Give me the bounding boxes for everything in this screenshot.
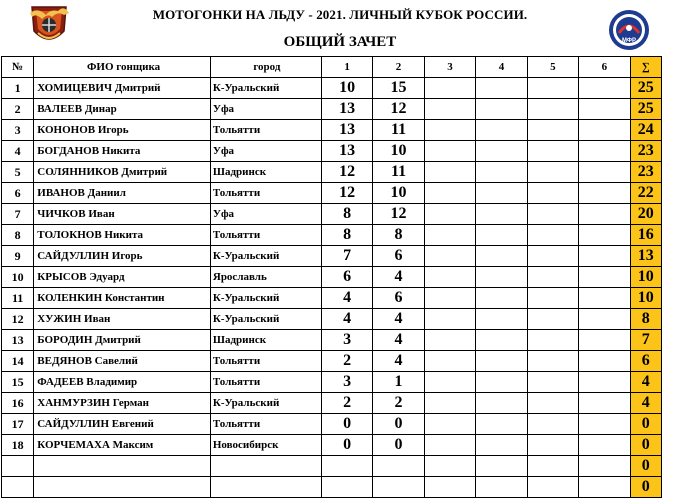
cell-round-1: 7 [321, 246, 372, 267]
cell-round-1: 2 [321, 393, 372, 414]
cell-sum: 10 [630, 267, 661, 288]
cell-round-5 [527, 141, 578, 162]
cell-round-3 [424, 372, 475, 393]
cell-round-5 [527, 99, 578, 120]
cell-round-5 [527, 435, 578, 456]
cell-sum: 0 [630, 456, 661, 477]
cell-city: Тольятти [210, 414, 321, 435]
cell-name: ВЕДЯНОВ Савелий [34, 351, 211, 372]
table-row [2, 351, 662, 372]
cell-name: БОГДАНОВ Никита [34, 141, 211, 162]
cell-round-4 [476, 162, 527, 183]
cell-city: Тольятти [210, 120, 321, 141]
cell-round-3 [424, 456, 475, 477]
cell-num: 4 [2, 141, 34, 162]
cell-name: БОРОДИН Дмитрий [34, 330, 211, 351]
page-header [0, 0, 680, 57]
cell-round-2: 0 [373, 414, 424, 435]
cell-name: ЧИЧКОВ Иван [34, 204, 211, 225]
cell-city: Уфа [210, 204, 321, 225]
cell-round-3 [424, 393, 475, 414]
cell-city [210, 456, 321, 477]
table-row [2, 120, 662, 141]
cell-city: К-Уральский [210, 393, 321, 414]
cell-round-1: 4 [321, 309, 372, 330]
cell-round-5 [527, 330, 578, 351]
cell-city [210, 477, 321, 498]
cell-round-6 [579, 267, 630, 288]
cell-round-6 [579, 225, 630, 246]
cell-round-1: 13 [321, 99, 372, 120]
cell-round-6 [579, 351, 630, 372]
cell-round-6 [579, 78, 630, 99]
table-row [2, 78, 662, 99]
cell-round-2: 15 [373, 78, 424, 99]
cell-num: 2 [2, 99, 34, 120]
cell-sum: 16 [630, 225, 661, 246]
cell-round-3 [424, 141, 475, 162]
cell-round-1: 4 [321, 288, 372, 309]
cell-round-3 [424, 246, 475, 267]
cell-round-3 [424, 267, 475, 288]
cell-round-6 [579, 141, 630, 162]
cell-round-4 [476, 330, 527, 351]
cell-num: 14 [2, 351, 34, 372]
cell-round-4 [476, 120, 527, 141]
cell-round-3 [424, 99, 475, 120]
cell-sum: 0 [630, 477, 661, 498]
cell-round-5 [527, 309, 578, 330]
cell-name: ВАЛЕЕВ Динар [34, 99, 211, 120]
cell-round-2: 11 [373, 162, 424, 183]
table-row [2, 456, 662, 477]
table-row [2, 288, 662, 309]
cell-round-4 [476, 393, 527, 414]
cell-round-4 [476, 78, 527, 99]
cell-round-5 [527, 351, 578, 372]
cell-num: 11 [2, 288, 34, 309]
cell-sum: 22 [630, 183, 661, 204]
cell-round-1: 0 [321, 414, 372, 435]
cell-num: 10 [2, 267, 34, 288]
cell-round-3 [424, 477, 475, 498]
cell-round-2: 12 [373, 204, 424, 225]
cell-round-2: 6 [373, 288, 424, 309]
cell-name: ФАДЕЕВ Владимир [34, 372, 211, 393]
cell-name: КОНОНОВ Игорь [34, 120, 211, 141]
cell-round-5 [527, 204, 578, 225]
cell-round-1: 0 [321, 435, 372, 456]
cell-name [34, 477, 211, 498]
cell-city: К-Уральский [210, 309, 321, 330]
cell-round-1: 8 [321, 225, 372, 246]
cell-round-1: 8 [321, 204, 372, 225]
cell-round-3 [424, 351, 475, 372]
cell-round-5 [527, 456, 578, 477]
cell-city: Уфа [210, 141, 321, 162]
cell-city: Уфа [210, 99, 321, 120]
cell-round-6 [579, 456, 630, 477]
cell-name: ХАНМУРЗИН Герман [34, 393, 211, 414]
cell-sum: 25 [630, 78, 661, 99]
cell-round-6 [579, 162, 630, 183]
federation-emblem-text: МФР [621, 38, 637, 44]
cell-round-1: 6 [321, 267, 372, 288]
cell-sum: 20 [630, 204, 661, 225]
cell-round-3 [424, 162, 475, 183]
cell-round-6 [579, 246, 630, 267]
cell-sum: 4 [630, 372, 661, 393]
cell-city: Тольятти [210, 225, 321, 246]
cell-round-2: 1 [373, 372, 424, 393]
cell-round-4 [476, 309, 527, 330]
cell-round-1: 13 [321, 141, 372, 162]
cell-city: Ярославль [210, 267, 321, 288]
page-subtitle: ОБЩИЙ ЗАЧЕТ [283, 34, 397, 50]
cell-name: САЙДУЛЛИН Игорь [34, 246, 211, 267]
cell-round-2: 10 [373, 183, 424, 204]
cell-num: 13 [2, 330, 34, 351]
cell-round-6 [579, 372, 630, 393]
col-header-city: город [210, 57, 321, 78]
cell-name: ХОМИЦЕВИЧ Дмитрий [34, 78, 211, 99]
table-row [2, 309, 662, 330]
table-row [2, 267, 662, 288]
cell-city: К-Уральский [210, 78, 321, 99]
cell-round-2: 4 [373, 267, 424, 288]
col-header-round-6: 6 [579, 57, 630, 78]
cell-num: 6 [2, 183, 34, 204]
cell-round-6 [579, 309, 630, 330]
cell-round-5 [527, 78, 578, 99]
cell-round-1: 10 [321, 78, 372, 99]
cell-round-2: 12 [373, 99, 424, 120]
cell-round-2: 0 [373, 435, 424, 456]
cell-name: КРЫСОВ Эдуард [34, 267, 211, 288]
cell-round-6 [579, 204, 630, 225]
cell-sum: 4 [630, 393, 661, 414]
cell-sum: 10 [630, 288, 661, 309]
cell-name: ИВАНОВ Даниил [34, 183, 211, 204]
cell-round-3 [424, 225, 475, 246]
cell-round-3 [424, 183, 475, 204]
cell-round-4 [476, 351, 527, 372]
cell-round-4 [476, 225, 527, 246]
col-header-num: № [2, 57, 34, 78]
cell-name: КОЛЕНКИН Константин [34, 288, 211, 309]
cell-round-6 [579, 393, 630, 414]
cell-round-4 [476, 204, 527, 225]
cell-sum: 8 [630, 309, 661, 330]
federation-emblem-icon [608, 9, 650, 51]
cell-num: 12 [2, 309, 34, 330]
cell-round-1: 12 [321, 183, 372, 204]
cell-round-3 [424, 78, 475, 99]
cell-round-4 [476, 456, 527, 477]
cell-round-1: 12 [321, 162, 372, 183]
cell-num: 17 [2, 414, 34, 435]
cell-round-3 [424, 435, 475, 456]
cell-num: 5 [2, 162, 34, 183]
cell-round-2: 4 [373, 309, 424, 330]
cell-city: К-Уральский [210, 246, 321, 267]
cell-round-1 [321, 477, 372, 498]
cell-round-4 [476, 477, 527, 498]
cell-round-4 [476, 288, 527, 309]
cell-round-4 [476, 267, 527, 288]
cell-round-5 [527, 120, 578, 141]
cell-num: 16 [2, 393, 34, 414]
cell-round-3 [424, 204, 475, 225]
cell-round-4 [476, 99, 527, 120]
col-header-round-2: 2 [373, 57, 424, 78]
cell-round-5 [527, 393, 578, 414]
cell-round-5 [527, 414, 578, 435]
cell-round-4 [476, 372, 527, 393]
table-row [2, 330, 662, 351]
cell-round-4 [476, 414, 527, 435]
cell-round-4 [476, 183, 527, 204]
cell-name: САЙДУЛЛИН Евгений [34, 414, 211, 435]
cell-city: Шадринск [210, 330, 321, 351]
cell-round-3 [424, 309, 475, 330]
cell-city: Тольятти [210, 183, 321, 204]
cell-round-5 [527, 162, 578, 183]
cell-num: 9 [2, 246, 34, 267]
cell-round-6 [579, 435, 630, 456]
cell-round-2: 2 [373, 393, 424, 414]
table-row [2, 393, 662, 414]
cell-sum: 25 [630, 99, 661, 120]
cell-round-2 [373, 477, 424, 498]
table-row [2, 372, 662, 393]
cell-city: К-Уральский [210, 288, 321, 309]
cell-round-4 [476, 141, 527, 162]
cell-round-1: 13 [321, 120, 372, 141]
cell-round-1: 2 [321, 351, 372, 372]
cell-name [34, 456, 211, 477]
cell-num: 1 [2, 78, 34, 99]
cell-round-5 [527, 288, 578, 309]
cell-round-2: 4 [373, 351, 424, 372]
cell-round-3 [424, 288, 475, 309]
cell-round-6 [579, 183, 630, 204]
cell-round-5 [527, 183, 578, 204]
cell-name: СОЛЯННИКОВ Дмитрий [34, 162, 211, 183]
cell-city: Тольятти [210, 372, 321, 393]
table-row [2, 246, 662, 267]
col-header-round-1: 1 [321, 57, 372, 78]
cell-city: Шадринск [210, 162, 321, 183]
table-row [2, 162, 662, 183]
cell-round-5 [527, 225, 578, 246]
table-row [2, 435, 662, 456]
cell-sum: 0 [630, 435, 661, 456]
cell-round-5 [527, 246, 578, 267]
cell-round-4 [476, 435, 527, 456]
cell-round-2: 6 [373, 246, 424, 267]
col-header-round-4: 4 [476, 57, 527, 78]
cell-round-2: 8 [373, 225, 424, 246]
cell-num [2, 456, 34, 477]
cell-num: 18 [2, 435, 34, 456]
cell-round-6 [579, 414, 630, 435]
col-header-name: ФИО гонщика [34, 57, 211, 78]
col-header-round-5: 5 [527, 57, 578, 78]
cell-round-6 [579, 288, 630, 309]
cell-sum: 23 [630, 162, 661, 183]
table-row [2, 183, 662, 204]
cell-round-2: 10 [373, 141, 424, 162]
table-row [2, 414, 662, 435]
cell-sum: 13 [630, 246, 661, 267]
standings-table [1, 56, 662, 498]
cell-name: ХУЖИН Иван [34, 309, 211, 330]
cell-sum: 6 [630, 351, 661, 372]
cell-sum: 24 [630, 120, 661, 141]
cell-name: КОРЧЕМАХА Максим [34, 435, 211, 456]
cell-round-1: 3 [321, 330, 372, 351]
cell-num: 8 [2, 225, 34, 246]
cell-name: ТОЛОКНОВ Никита [34, 225, 211, 246]
cell-round-6 [579, 99, 630, 120]
cell-round-2: 11 [373, 120, 424, 141]
table-header-row [2, 57, 662, 78]
col-header-sum: ∑ [630, 57, 661, 78]
cell-round-3 [424, 120, 475, 141]
table-row [2, 225, 662, 246]
cell-num: 7 [2, 204, 34, 225]
table-row [2, 204, 662, 225]
cell-round-1 [321, 456, 372, 477]
cell-round-3 [424, 330, 475, 351]
table-row [2, 141, 662, 162]
cell-round-4 [476, 246, 527, 267]
cell-city: Новосибирск [210, 435, 321, 456]
cell-num [2, 477, 34, 498]
cell-round-5 [527, 477, 578, 498]
cell-sum: 23 [630, 141, 661, 162]
col-header-round-3: 3 [424, 57, 475, 78]
page-title: МОТОГОНКИ НА ЛЬДУ - 2021. ЛИЧНЫЙ КУБОК РОССИИ. [152, 7, 528, 22]
cell-round-2: 4 [373, 330, 424, 351]
cell-round-5 [527, 267, 578, 288]
table-row [2, 99, 662, 120]
cell-round-6 [579, 330, 630, 351]
cell-num: 15 [2, 372, 34, 393]
cell-round-1: 3 [321, 372, 372, 393]
cell-round-2 [373, 456, 424, 477]
cell-sum: 0 [630, 414, 661, 435]
cell-num: 3 [2, 120, 34, 141]
cell-round-6 [579, 120, 630, 141]
cell-sum: 7 [630, 330, 661, 351]
cell-round-5 [527, 372, 578, 393]
cell-round-6 [579, 477, 630, 498]
cell-city: Тольятти [210, 351, 321, 372]
cell-round-3 [424, 414, 475, 435]
table-row [2, 477, 662, 498]
